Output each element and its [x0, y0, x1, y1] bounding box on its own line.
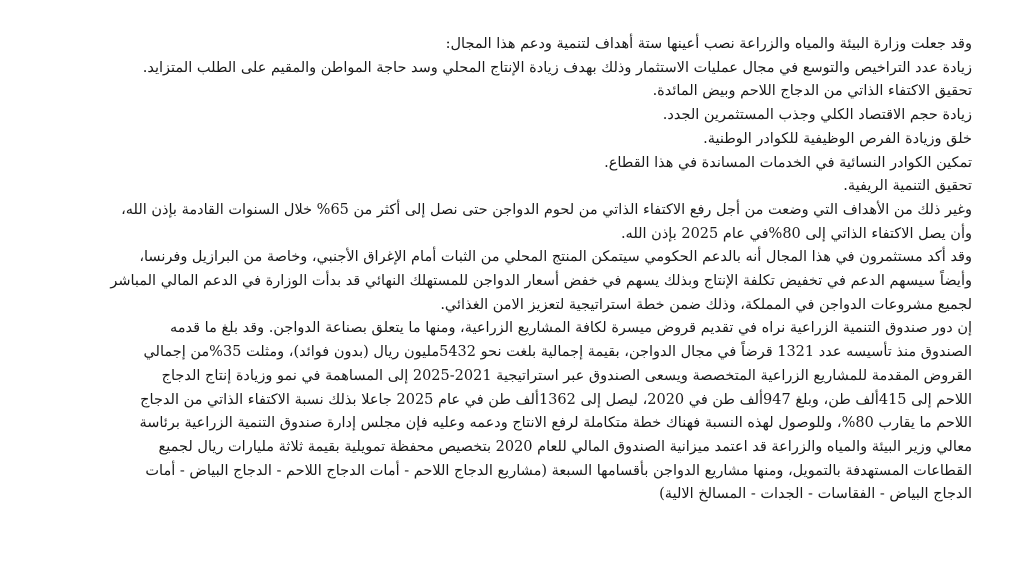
goal-women-line: تمكين الكوادر النسائية في الخدمات المساندة في هذا القطاع.	[604, 154, 972, 171]
paragraph-line: اللاحم ما يقارب 80%، وللوصول لهذه النسبة فهناك خطة متكاملة لرفع الانتاج ودعمه وعليه فإن مجلس إدارة صندوق التنمية الزراعية برئاسة	[139, 415, 972, 432]
goal-jobs-line: خلق وزيادة الفرص الوظيفية للكوادر الوطنية.	[703, 130, 972, 147]
paragraph-line: معالي وزير البيئة والمياه والزراعة قد اعتمد ميزانية الصندوق المالي للعام 2020 بتخصيص محفظة تمويلية بقيمة ثلاثة مليارات ريال لجميع	[158, 438, 972, 455]
intro-line: وقد جعلت وزارة البيئة والمياه والزراعة نصب أعينها ستة أهداف لتنمية ودعم هذا المجال:	[445, 36, 972, 52]
paragraph-line: القروض المقدمة للمشاريع الزراعية المتخصصة ويسعى الصندوق عبر استراتيجية 2021-2025 إلى المساهمة في نمو وزيادة إنتاج الدجاج	[161, 367, 972, 384]
paragraph-line: الدجاج البياض - الفقاسات - الجدات - المسالخ الالية)	[659, 486, 972, 503]
goal-economy-line: زيادة حجم الاقتصاد الكلي وجذب المستثمرين الجدد.	[662, 107, 972, 124]
goal-licenses-line: زيادة عدد التراخيص والتوسع في مجال عمليات الاستثمار وذلك بهدف زيادة الإنتاج المحلي وسد حاجة المواطن والمقيم على الطلب المتزايد.	[142, 59, 972, 76]
paragraph-line: الصندوق منذ تأسيسه عدد 1321 قرضاً في مجال الدواجن، بقيمة إجمالية بلغت نحو 5432مليون ريال (بدون فوائد)، ومثلت 35%من إجمالي	[143, 344, 972, 361]
paragraph-line: وأيضاً سيسهم الدعم في تخفيض تكلفة الإنتاج وبذلك يسهم في خفض أسعار الدواجن للمستهلك النهائي قد بدأت الوزارة في الدعم المالي المباشر	[110, 273, 972, 290]
paragraph-line: وقد أكد مستثمرون في هذا المجال أنه بالدعم الحكومي سيتمكن المنتج المحلي من الثبات أمام الإغراق الأجنبي، وخاصة من البرازيل وفرنسا،	[139, 249, 972, 266]
arabic-text-body	[112, 33, 972, 507]
paragraph-line: وغير ذلك من الأهداف التي وضعت من أجل رفع الاكتفاء الذاتي من لحوم الدواجن حتى نصل إلى أكثر من 65% خلال السنوات القادمة بإذن الله،	[121, 201, 972, 218]
paragraph-line: وأن يصل الاكتفاء الذاتي إلى 80%في عام 2025 بإذن الله.	[620, 225, 972, 242]
paragraph-line: لجميع مشروعات الدواجن في المملكة، وذلك ضمن خطة استراتيجية لتعزيز الامن الغذائي.	[440, 296, 972, 313]
paragraph-line: القطاعات المستهدفة بالتمويل، ومنها مشاريع الدواجن بأقسامها السبعة (مشاريع الدجاج اللاحم - أمات الدجاج اللاحم - الدجاج البياض - أمات	[145, 462, 972, 479]
goal-rural-line: تحقيق التنمية الريفية.	[843, 178, 972, 195]
paragraph-line: اللاحم إلى 415ألف طن، وبلغ 947ألف طن في 2020، ليصل إلى 1362ألف طن في عام 2025 جاعلا بذلك نسبة الاكتفاء الذاتي من الدجاج	[140, 391, 972, 408]
goal-self-sufficiency-line: تحقيق الاكتفاء الذاتي من الدجاج اللاحم وبيض المائدة.	[652, 83, 972, 100]
paragraph-line: إن دور صندوق التنمية الزراعية نراه في تقديم قروض ميسرة لكافة المشاريع الزراعية، ومنها ما يتعلق بصناعة الدواجن. وقد بلغ ما قدمه	[169, 320, 972, 337]
